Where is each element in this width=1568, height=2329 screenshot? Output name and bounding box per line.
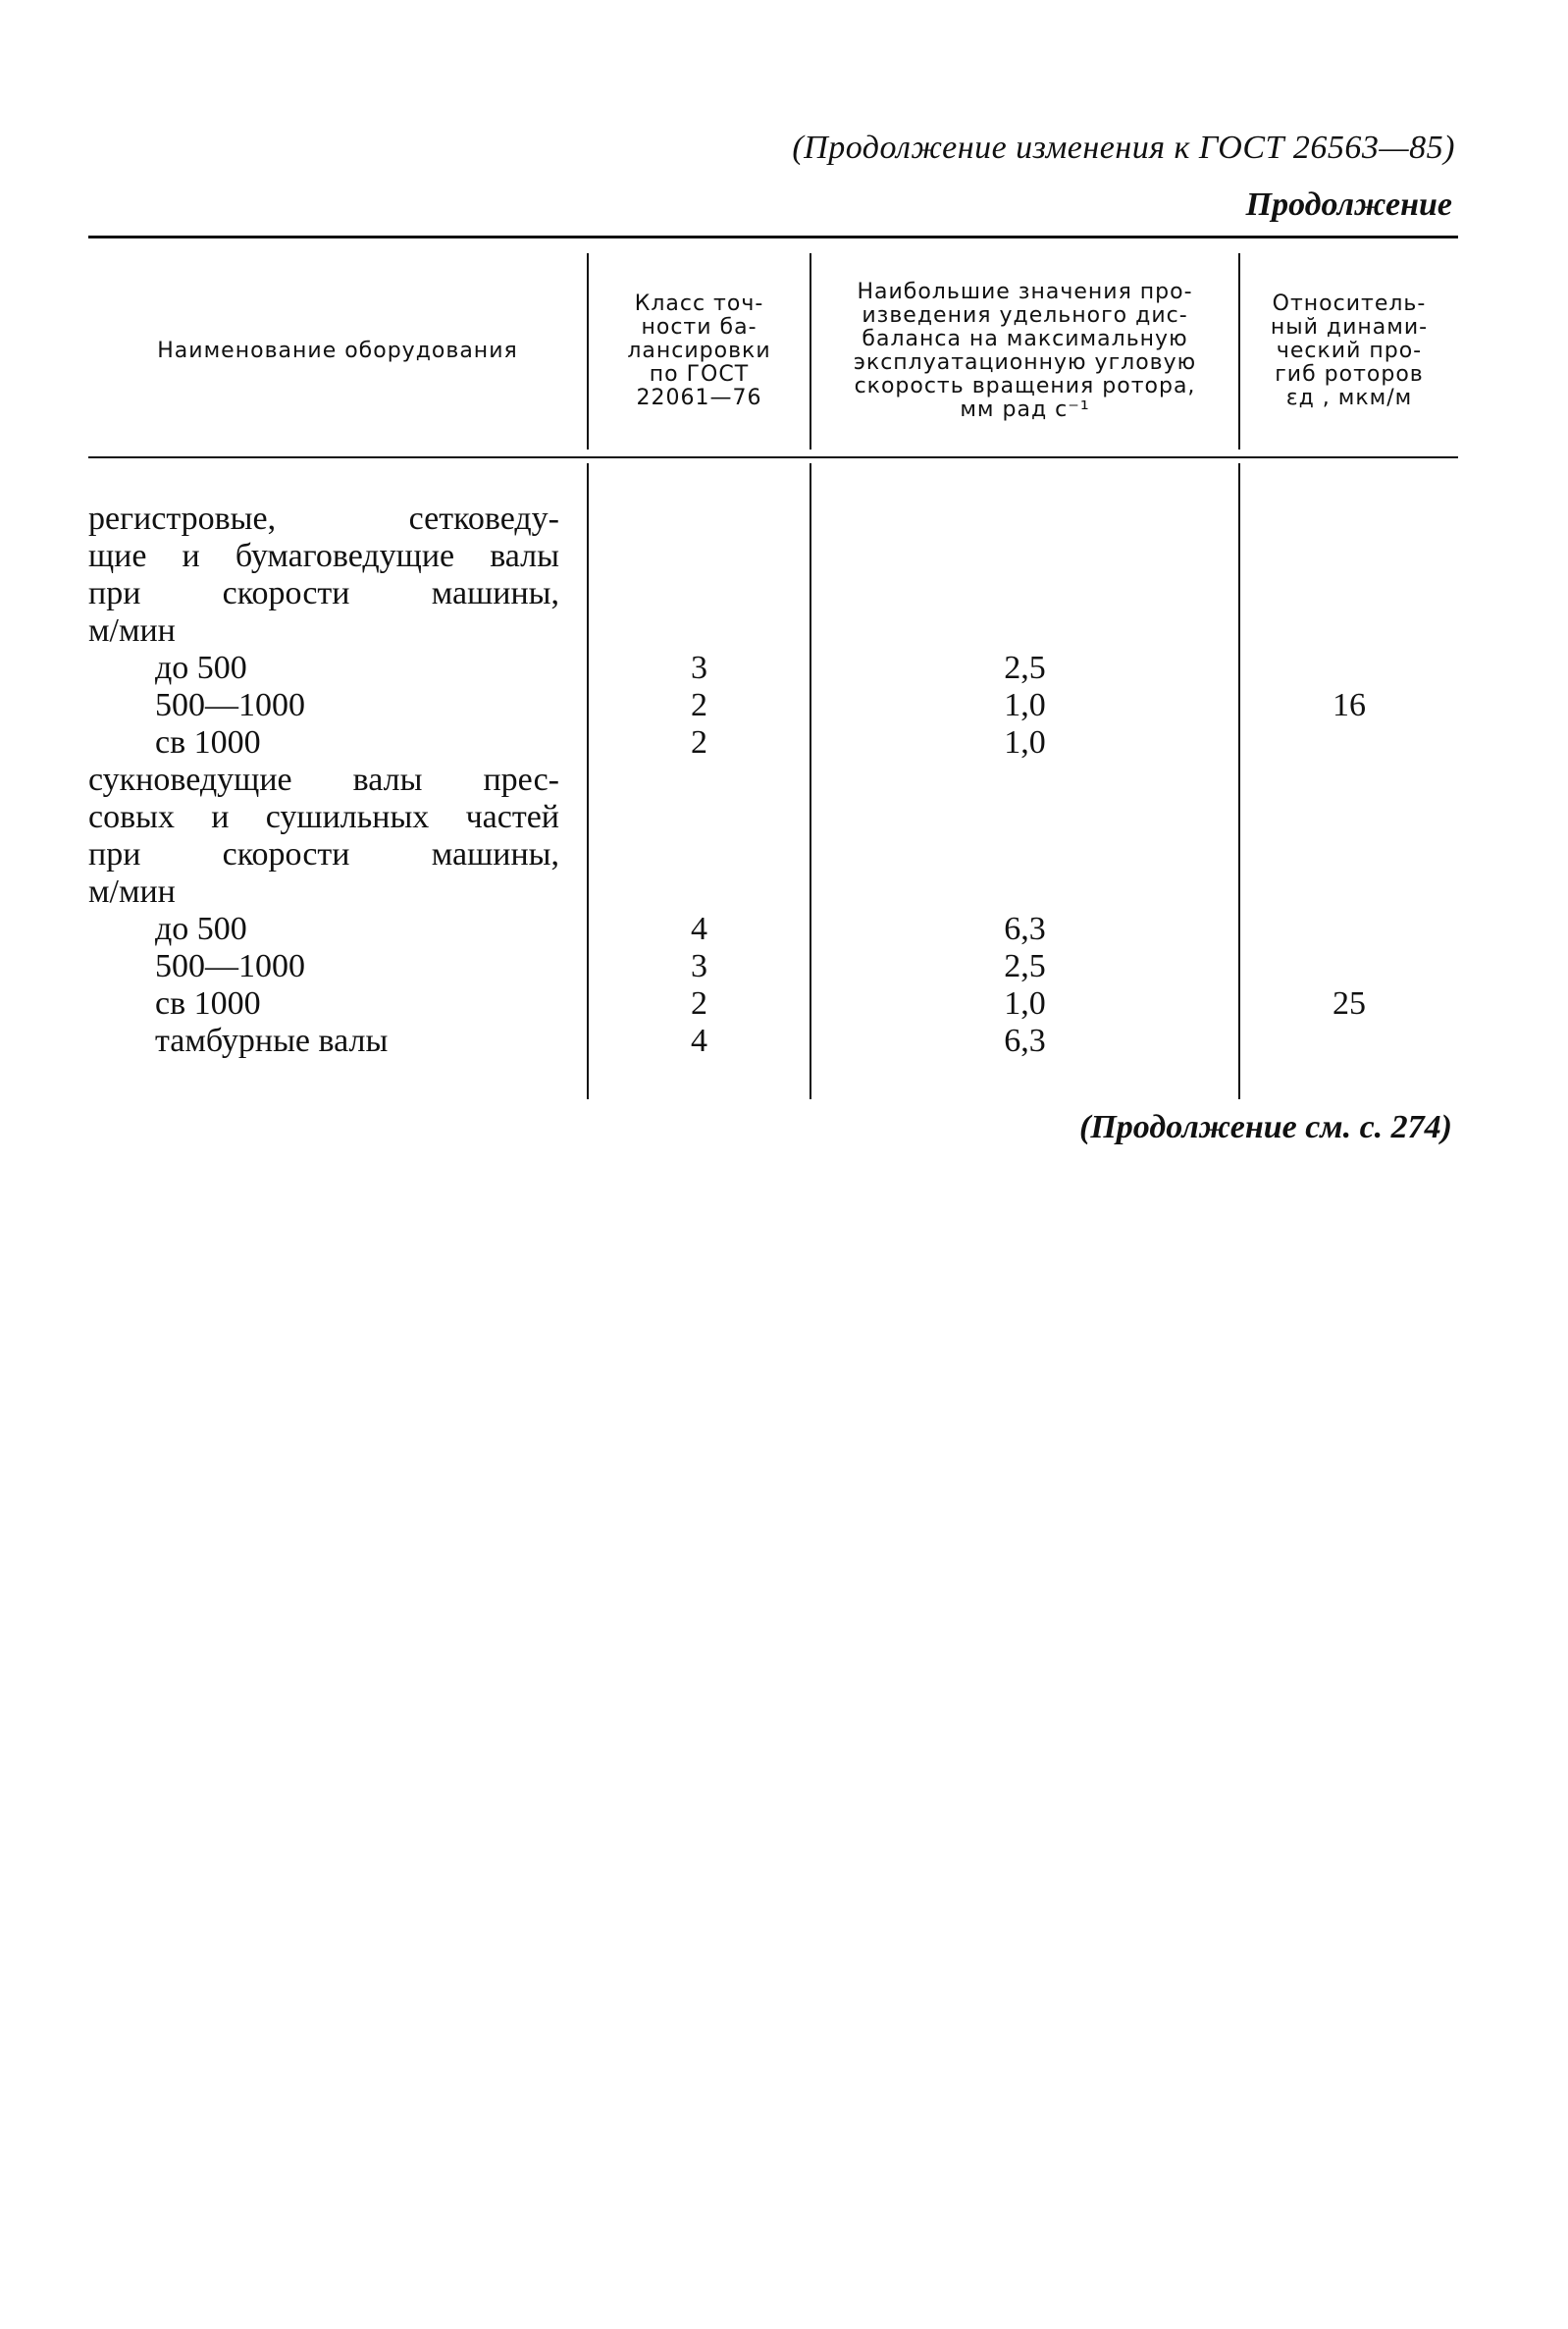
name-line: 500—1000 (155, 948, 305, 984)
imbalance-cell: 1,0 (1004, 985, 1046, 1022)
deflection-cell (1240, 799, 1458, 836)
deflection-cell (1240, 538, 1458, 575)
deflection-cell (1240, 911, 1458, 948)
class-cell: 2 (691, 985, 707, 1022)
name-line: св 1000 (155, 724, 261, 761)
deflection-cell: 25 (1333, 985, 1366, 1022)
imbalance-cell: 6,3 (1004, 1023, 1046, 1059)
class-cell: 3 (691, 948, 707, 984)
name-line: при скорости машины, (88, 836, 559, 873)
class-column (589, 501, 810, 1060)
name-line: до 500 (155, 650, 247, 686)
deflection-cell (1240, 836, 1458, 873)
column-header-equipment: Наименование оборудования (157, 339, 518, 363)
imbalance-cell: 2,5 (1004, 948, 1046, 984)
deflection-cell (1240, 948, 1458, 985)
imbalance-cell: 1,0 (1004, 724, 1046, 761)
continuation-subtitle: Продолжение (1245, 186, 1452, 223)
imbalance-cell (811, 836, 1238, 873)
deflection-cell (1240, 650, 1458, 687)
class-cell (589, 575, 810, 612)
column-header-deflection: Относитель- ный динами- ческий про- гиб роторов εд , мкм/м (1270, 291, 1429, 410)
continued-on-page-note: (Продолжение см. с. 274) (1079, 1109, 1452, 1145)
name-line: до 500 (155, 911, 247, 947)
imbalance-cell: 6,3 (1004, 911, 1046, 947)
deflection-cell: 16 (1333, 687, 1366, 723)
imbalance-cell (811, 575, 1238, 612)
name-line: 500—1000 (155, 687, 305, 723)
continuation-title: (Продолжение изменения к ГОСТ 26563—85) (792, 130, 1455, 166)
name-line: щие и бумаговедущие валы (88, 538, 559, 574)
balancing-table (88, 236, 1458, 1099)
class-cell (589, 799, 810, 836)
imbalance-cell (811, 873, 1238, 911)
class-cell (589, 873, 810, 911)
deflection-cell (1240, 762, 1458, 799)
class-cell: 4 (691, 1023, 707, 1059)
column-header-balance-class: Класс точ- ности ба- лансировки по ГОСТ 22061—76 (627, 291, 771, 410)
imbalance-cell (811, 538, 1238, 575)
class-cell (589, 762, 810, 799)
table-top-rule (88, 236, 1458, 238)
class-cell (589, 538, 810, 575)
imbalance-cell (811, 762, 1238, 799)
name-line: регистровые, сетковеду- (88, 501, 559, 537)
name-line: тамбурные валы (155, 1023, 389, 1059)
imbalance-cell (811, 799, 1238, 836)
deflection-cell (1240, 1023, 1458, 1060)
name-line: совых и сушильных частей (88, 799, 559, 835)
class-cell: 2 (691, 724, 707, 761)
name-line: при скорости машины, (88, 575, 559, 611)
class-cell (589, 501, 810, 538)
equipment-names (88, 501, 559, 1060)
deflection-cell (1240, 501, 1458, 538)
class-cell: 2 (691, 687, 707, 723)
deflection-cell (1240, 612, 1458, 650)
imbalance-column (811, 501, 1238, 1060)
name-line: св 1000 (155, 985, 261, 1022)
deflection-cell (1240, 724, 1458, 762)
name-line: сукноведущие валы прес- (88, 762, 559, 798)
column-header-imbalance: Наибольшие значения про- изведения удельного дис- баланса на максимальную эксплуатационную угловую скорость вращения ротора, мм рад с⁻¹ (853, 280, 1197, 422)
class-cell (589, 836, 810, 873)
deflection-cell (1240, 873, 1458, 911)
class-cell: 3 (691, 650, 707, 686)
table-header-rule (88, 456, 1458, 458)
imbalance-cell (811, 501, 1238, 538)
deflection-cell (1240, 575, 1458, 612)
imbalance-cell: 2,5 (1004, 650, 1046, 686)
deflection-column (1240, 501, 1458, 1060)
class-cell (589, 612, 810, 650)
name-line: м/мин (88, 612, 176, 649)
name-line: м/мин (88, 873, 176, 910)
class-cell: 4 (691, 911, 707, 947)
imbalance-cell (811, 612, 1238, 650)
imbalance-cell: 1,0 (1004, 687, 1046, 723)
